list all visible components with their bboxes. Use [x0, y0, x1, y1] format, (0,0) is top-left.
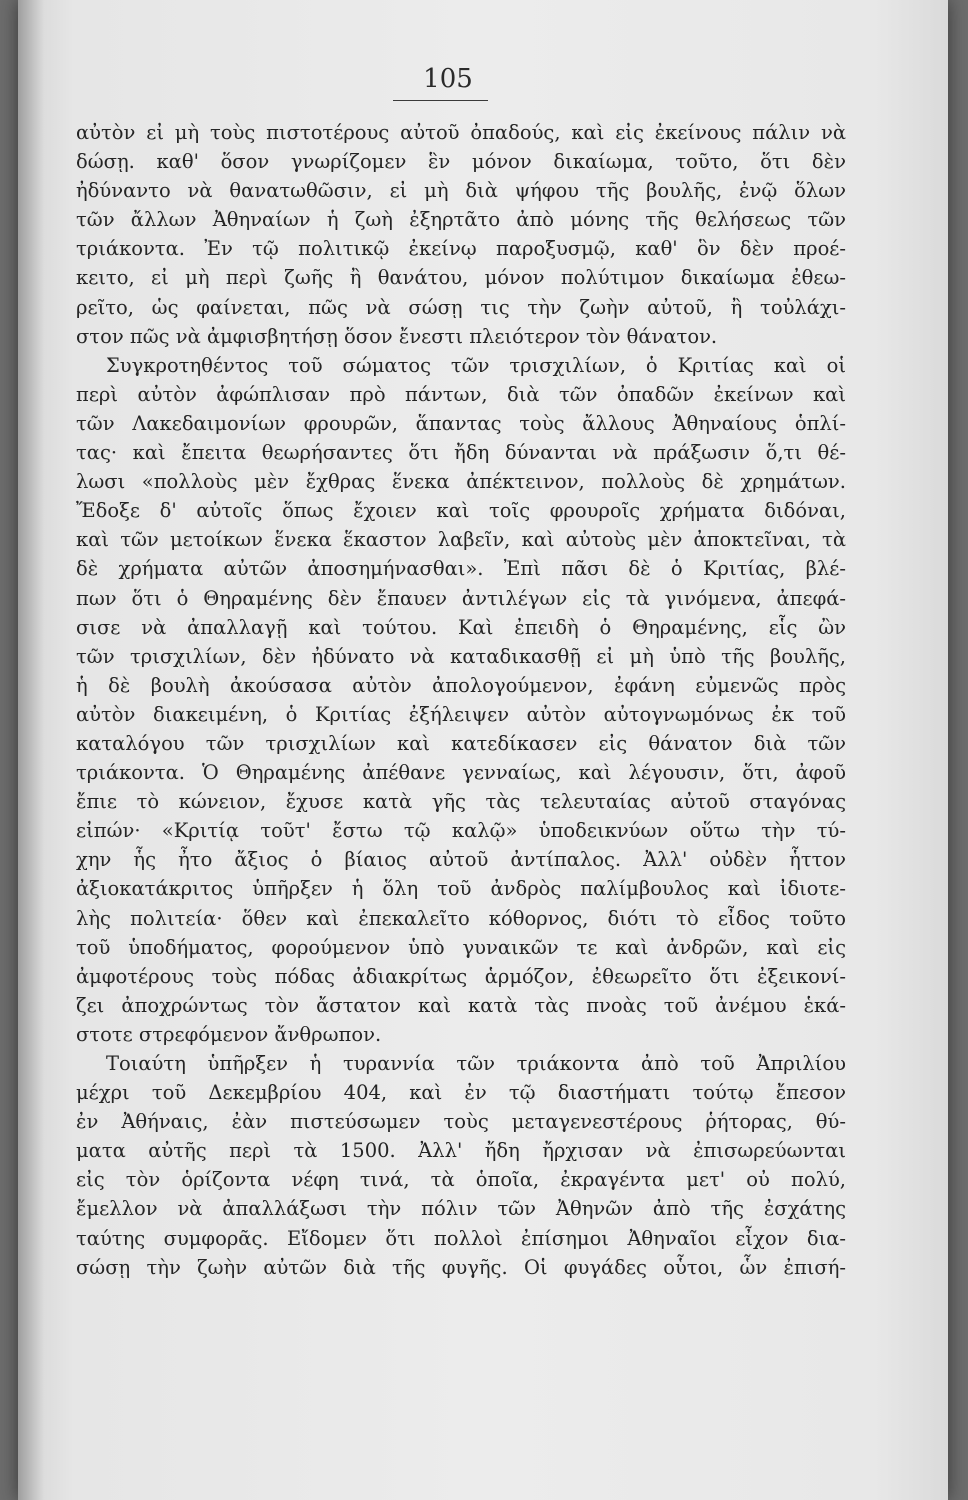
- text-line: εἰπών· «Κριτίᾳ τοῦτ' ἔστω τῷ καλῷ» ὑποδεικνύων οὕτω τὴν τύ-: [76, 819, 846, 843]
- text-line: στοτε στρεφόμενον ἄνθρωπον.: [76, 1022, 382, 1046]
- text-line: ἔπιε τὸ κώνειον, ἔχυσε κατὰ γῆς τὰς τελευταίας αὐτοῦ σταγόνας: [76, 790, 846, 814]
- text-line: περὶ αὐτὸν ἀφώπλισαν πρὸ πάντων, διὰ τῶν ὀπαδῶν ἐκείνων καὶ: [76, 382, 846, 406]
- text-line: καὶ τῶν μετοίκων ἕνεκα ἕκαστον λαβεῖν, καὶ αὐτοὺς μὲν ἀποκτεῖναι, τὰ: [76, 528, 846, 552]
- text-line: τῶν ἄλλων Ἀθηναίων ἡ ζωὴ ἐξηρτᾶτο ἀπὸ μόνης τῆς θελήσεως τῶν: [76, 208, 846, 232]
- text-line: στον πῶς νὰ ἀμφισβητήσῃ ὅσον ἔνεστι πλειότερον τὸν θάνατον.: [76, 324, 718, 348]
- body-text: [76, 118, 846, 1282]
- text-line: ἀξιοκατάκριτος ὑπῆρξεν ἡ ὅλη τοῦ ἀνδρὸς παλίμβουλος καὶ ἰδιοτε-: [76, 877, 846, 901]
- text-line: τῶν Λακεδαιμονίων φρουρῶν, ἅπαντας τοὺς ἄλλους Ἀθηναίους ὁπλί-: [76, 411, 846, 435]
- text-line: ἀμφοτέρους τοὺς πόδας ἀδιακρίτως ἁρμόζον, ἐθεωρεῖτο ὅτι ἐξεικονί-: [76, 964, 846, 988]
- text-line: τριάκοντα. Ἐν τῷ πολιτικῷ ἐκείνῳ παροξυσμῷ, καθ' ὃν δὲν προέ-: [76, 237, 846, 261]
- text-line: ταύτης συμφορᾶς. Εἴδομεν ὅτι πολλοὶ ἐπίσημοι Ἀθηναῖοι εἶχον δια-: [76, 1226, 846, 1250]
- text-line: ρεῖτο, ὡς φαίνεται, πῶς νὰ σώσῃ τις τὴν ζωὴν αὐτοῦ, ἢ τοὐλάχι-: [76, 295, 846, 319]
- book-page: [18, 0, 948, 1500]
- text-line: χην ἧς ἦτο ἄξιος ὁ βίαιος αὐτοῦ ἀντίπαλος. Ἀλλ' οὐδὲν ἧττον: [76, 848, 846, 872]
- text-line: δὲ χρήματα αὐτῶν ἀποσημήνασθαι». Ἐπὶ πᾶσι δὲ ὁ Κριτίας, βλέ-: [76, 557, 846, 581]
- page-gutter-shadow: [18, 0, 44, 1500]
- text-line: ματα αὐτῆς περὶ τὰ 1500. Ἀλλ' ἤδη ἤρχισαν νὰ ἐπισωρεύωνται: [76, 1139, 846, 1163]
- text-line: εἰς τὸν ὁρίζοντα νέφη τινά, τὰ ὁποῖα, ἐκραγέντα μετ' οὐ πολύ,: [76, 1168, 846, 1192]
- text-line: λωσι «πολλοὺς μὲν ἔχθρας ἕνεκα ἀπέκτεινον, πολλοὺς δὲ χρημάτων.: [76, 470, 846, 494]
- text-line: Συγκροτηθέντος τοῦ σώματος τῶν τρισχιλίων, ὁ Κριτίας καὶ οἱ: [106, 353, 846, 377]
- text-line: καταλόγου τῶν τρισχιλίων καὶ κατεδίκασεν εἰς θάνατον διὰ τῶν: [76, 731, 846, 755]
- text-line: Τοιαύτη ὑπῆρξεν ἡ τυραννία τῶν τριάκοντα ἀπὸ τοῦ Ἀπριλίου: [106, 1052, 846, 1075]
- page-number: 105: [423, 64, 473, 94]
- text-line: σισε νὰ ἀπαλλαγῇ καὶ τούτου. Καὶ ἐπειδὴ ὁ Θηραμένης, εἷς ὢν: [76, 615, 846, 639]
- text-line: αὐτὸν εἰ μὴ τοὺς πιστοτέρους αὐτοῦ ὀπαδούς, καὶ εἰς ἐκείνους πάλιν νὰ: [76, 121, 846, 144]
- page-number-rule: [393, 100, 488, 101]
- text-line: Ἔδοξε δ' αὐτοῖς ὅπως ἔχοιεν καὶ τοῖς φρουροῖς χρήματα διδόναι,: [76, 499, 846, 523]
- text-line: ἐν Ἀθήναις, ἐὰν πιστεύσωμεν τοὺς μεταγενεστέρους ῥήτορας, θύ-: [76, 1110, 846, 1134]
- text-line: κειτο, εἰ μὴ περὶ ζωῆς ἢ θανάτου, μόνον πολύτιμον δικαίωμα ἐθεω-: [76, 266, 846, 290]
- text-line: τοῦ ὑποδήματος, φορούμενον ὑπὸ γυναικῶν τε καὶ ἀνδρῶν, καὶ εἰς: [76, 935, 846, 959]
- text-line: πων ὅτι ὁ Θηραμένης δὲν ἔπαυεν ἀντιλέγων εἰς τὰ γινόμενα, ἀπεφά-: [76, 586, 846, 610]
- text-line: αὐτὸν διακειμένη, ὁ Κριτίας ἐξήλειψεν αὐτὸν αὐτογνωμόνως ἐκ τοῦ: [76, 702, 846, 726]
- text-line: σώσῃ τὴν ζωὴν αὐτῶν διὰ τῆς φυγῆς. Οἱ φυγάδες οὗτοι, ὧν ἐπισή-: [76, 1255, 846, 1279]
- text-line: δώσῃ. καθ' ὅσον γνωρίζομεν ἓν μόνον δικαίωμα, τοῦτο, ὅτι δὲν: [76, 150, 846, 174]
- text-line: ἡ δὲ βουλὴ ἀκούσασα αὐτὸν ἀπολογούμενον, ἐφάνη εὐμενῶς πρὸς: [76, 673, 846, 697]
- text-line: λὴς πολιτεία· ὅθεν καὶ ἐπεκαλεῖτο κόθορνος, διότι τὸ εἶδος τοῦτο: [76, 906, 846, 930]
- text-line: ἠδύναντο νὰ θανατωθῶσιν, εἰ μὴ διὰ ψήφου τῆς βουλῆς, ἐνῷ ὅλων: [76, 179, 846, 203]
- text-line: τῶν τρισχιλίων, δὲν ἠδύνατο νὰ καταδικασθῇ εἰ μὴ ὑπὸ τῆς βουλῆς,: [76, 644, 846, 668]
- text-line: ζει ἀποχρώντως τὸν ἄστατον καὶ κατὰ τὰς πνοὰς τοῦ ἀνέμου ἑκά-: [76, 993, 846, 1017]
- text-line: τας· καὶ ἔπειτα θεωρήσαντες ὅτι ἤδη δύνανται νὰ πράξωσιν ὅ,τι θέ-: [76, 441, 846, 465]
- text-line: μέχρι τοῦ Δεκεμβρίου 404, καὶ ἐν τῷ διαστήματι τούτῳ ἔπεσον: [76, 1081, 846, 1105]
- text-line: τριάκοντα. Ὁ Θηραμένης ἀπέθανε γενναίως, καὶ λέγουσιν, ὅτι, ἀφοῦ: [76, 761, 846, 785]
- text-line: ἔμελλον νὰ ἀπαλλάξωσι τὴν πόλιν τῶν Ἀθηνῶν ἀπὸ τῆς ἐσχάτης: [76, 1197, 846, 1221]
